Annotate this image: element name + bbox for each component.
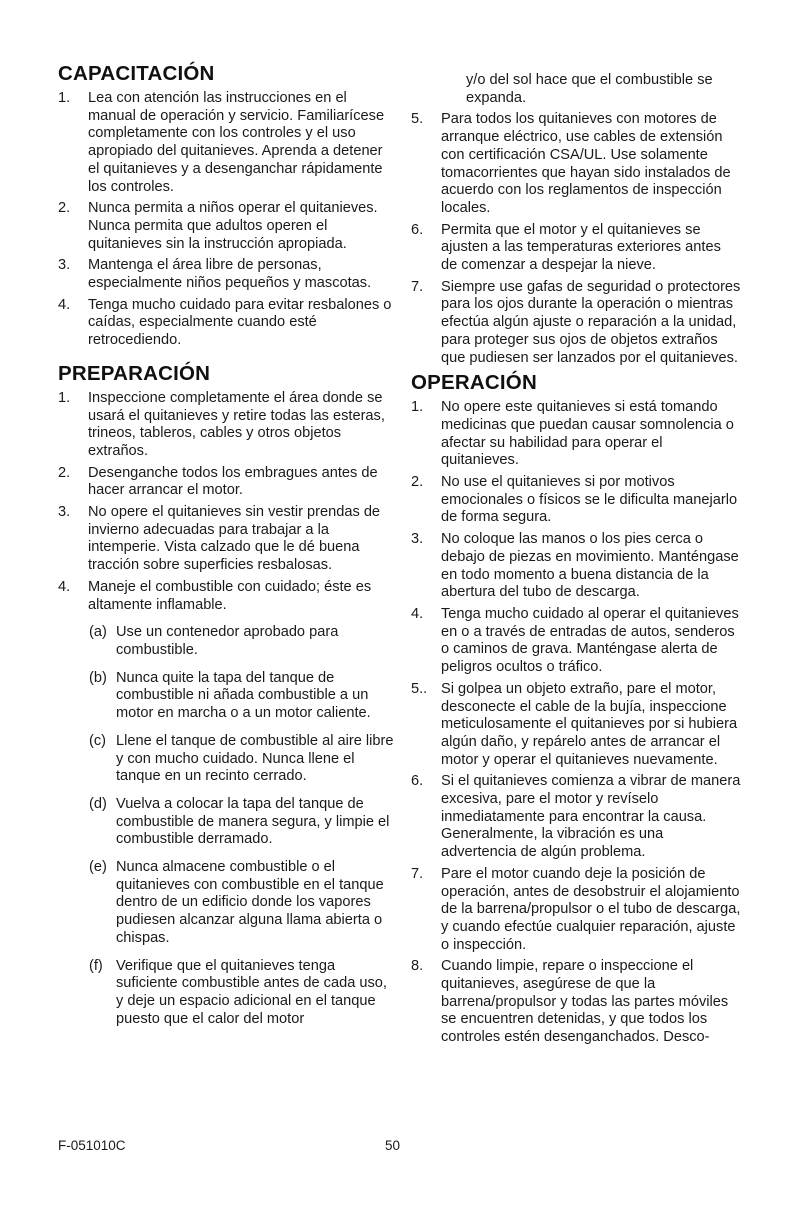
sub-item: [89, 624, 394, 659]
item-text: Cuando limpie, repare o inspeccione el quitanieves, asegúrese de que la barrena/propulsor y todas las partes móviles se encuentren detenidas, y que todos los controles estén desenganchados. Desco-: [441, 958, 729, 1046]
item-text: No opere este quitanieves si está tomando medicinas que puedan causar somnolencia o afectar su habilidad para operar el quitanieves.: [441, 399, 734, 469]
item-text: Permita que el motor y el quitanieves se ajusten a las temperaturas exteriores antes de comenzar a despejar la nieve.: [441, 221, 721, 274]
item-number: 2.: [411, 474, 424, 491]
item-number: 4.: [58, 578, 71, 595]
list-item: [411, 111, 741, 217]
document-code: F-051010C: [58, 1138, 126, 1153]
item-text: Inspeccione completamente el área donde se usará el quitanieves y retire todas las esteras, trineos, tableros, cables y otros objetos extraños.: [88, 389, 385, 459]
list-item: [58, 390, 394, 461]
item-text: Lea con atención las instrucciones en el manual de operación y servicio. Familiarícese completamente con los controles y el uso apropiado del quitanieves. Aprenda a detener el quitanieves y a desenganchar rápidamente los controles.: [88, 90, 385, 195]
item-number: 3.: [58, 504, 71, 521]
sub-item-text: Nunca quite la tapa del tanque de combustible ni añada combustible a un motor en marcha o a un motor caliente.: [116, 669, 371, 722]
sub-item-label: (c): [89, 732, 107, 749]
sub-item: [89, 958, 394, 1029]
sub-item-text: Verifique que el quitanieves tenga suficiente combustible antes de cada uso, y deje un espacio adicional en el tanque puesto que el calor del motor: [116, 957, 387, 1027]
item-number: 1.: [58, 90, 71, 106]
list-item: [58, 200, 394, 253]
list-item: [58, 90, 394, 196]
item-number: 6.: [411, 221, 424, 238]
sub-item: [89, 796, 394, 849]
item-text: Desenganche todos los embragues antes de hacer arrancar el motor.: [88, 464, 378, 499]
item-text: Para todos los quitanieves con motores de arranque eléctrico, use cables de extensión con certificación CSA/UL. Use solamente tomacorrientes que hayan sido instalados de acuerdo con los reglamentos de inspección locales.: [441, 111, 731, 216]
item-number: 5..: [411, 680, 428, 697]
item-number: 5.: [411, 111, 424, 128]
item-number: 1.: [58, 389, 71, 406]
sub-item: [89, 733, 394, 786]
sub-item-label: (d): [89, 795, 107, 812]
item-number: 2.: [58, 464, 71, 481]
item-number: 7.: [411, 865, 424, 882]
list-item: [411, 474, 741, 527]
sub-item-text: Vuelva a colocar la tapa del tanque de combustible de manera segura, y limpie el combustible derramado.: [116, 795, 390, 848]
item-text: Tenga mucho cuidado al operar el quitanieves en o a través de entradas de autos, senderos o caminos de grava. Manténgase alerta de peligros ocultos o tráfico.: [441, 605, 739, 676]
item-number: 6.: [411, 773, 424, 790]
list-item: [411, 222, 741, 275]
item-text: No coloque las manos o los pies cerca o debajo de piezas en movimiento. Manténgase en todo momento a buena distancia de la abertura del tubo de descarga.: [441, 531, 739, 601]
sub-item-label: (f): [89, 957, 103, 974]
section-title-operacion: OPERACIÓN: [411, 371, 537, 395]
sub-item: [89, 670, 394, 723]
list-item: [411, 681, 741, 770]
item-text: No opere el quitanieves sin vestir prendas de invierno adecuadas para trabajar a la intemperie. Vista calzado que le dé buena tracción sobre superficies resbalosas.: [88, 504, 381, 574]
continuation-text: y/o del sol hace que el combustible se expanda.: [466, 72, 713, 106]
list-item: [411, 958, 741, 1047]
list-item: [411, 399, 741, 470]
item-number: 1.: [411, 399, 424, 416]
list-item: [58, 257, 394, 292]
list-item: [411, 773, 741, 862]
list-item: [58, 465, 394, 500]
sub-item-text: Use un contenedor aprobado para combustible.: [116, 624, 339, 658]
item-number: 3.: [411, 531, 424, 548]
list-item: [58, 504, 394, 575]
item-text: Maneje el combustible con cuidado; éste es altamente inflamable.: [88, 578, 372, 613]
item-text: Nunca permita a niños operar el quitanieves. Nunca permita que adultos operen el quitanieves sin la instrucción apropiada.: [88, 200, 378, 252]
item-text: Pare el motor cuando deje la posición de operación, antes de desobstruir el alojamiento de la barrena/propulsor o el tubo de descarga, y cuando efectúe cualquier reparación, ajuste o inspección.: [441, 865, 741, 953]
item-text: Mantenga el área libre de personas, especialmente niños pequeños y mascotas.: [88, 257, 372, 292]
sub-item-label: (e): [89, 859, 107, 876]
item-number: 4.: [411, 605, 424, 622]
sub-item: [89, 859, 394, 948]
list-item: [411, 606, 741, 677]
list-item: [411, 866, 741, 955]
section-title-preparacion: PREPARACIÓN: [58, 361, 211, 385]
item-text: No use el quitanieves si por motivos emocionales o físicos se le dificulta manejarlo de forma segura.: [441, 474, 738, 526]
sub-item-text: Llene el tanque de combustible al aire libre y con mucho cuidado. Nunca llene el tanque en un recinto cerrado.: [116, 732, 394, 785]
list-item: [411, 279, 741, 368]
right-column: [411, 72, 741, 1051]
list-item: [411, 531, 741, 602]
item-number: 3.: [58, 257, 71, 274]
sub-item-label: (b): [89, 669, 107, 686]
item-number: 2.: [58, 200, 71, 217]
item-text: Tenga mucho cuidado para evitar resbalones o caídas, especialmente cuando esté retrocediendo.: [88, 296, 392, 349]
item-number: 8.: [411, 958, 424, 975]
item-text: Siempre use gafas de seguridad o protectores para los ojos durante la operación o mientras efectúa algún ajuste o reparación a la unidad, para proteger sus ojos de objetos extraños que pudiesen ser lanzados por el quitanieves.: [441, 278, 741, 366]
sub-item-text: Nunca almacene combustible o el quitanieves con combustible en el tanque dentro de un edificio donde los vapores pudiesen alcanzar alguna llama abierta o chispas.: [116, 859, 384, 946]
item-text: Si golpea un objeto extraño, pare el motor, desconecte el cable de la bujía, inspeccione meticulosamente el quitanieves por si hubiera algún daño, y repárelo antes de arrancar el motor y operar el quitanieves nuevamente.: [441, 680, 738, 768]
item-number: 7.: [411, 278, 424, 295]
list-item: [58, 579, 394, 614]
left-column: [58, 62, 394, 1028]
item-number: 4.: [58, 296, 71, 313]
sub-item-label: (a): [89, 624, 107, 641]
list-item: [58, 297, 394, 350]
page-number: 50: [385, 1138, 401, 1153]
item-text: Si el quitanieves comienza a vibrar de manera excesiva, pare el motor y revíselo inmediatamente para encontrar la causa. Generalmente, la vibración es una advertencia de algún problema.: [441, 773, 741, 861]
section-title-capacitacion: CAPACITACIÓN: [58, 62, 215, 85]
